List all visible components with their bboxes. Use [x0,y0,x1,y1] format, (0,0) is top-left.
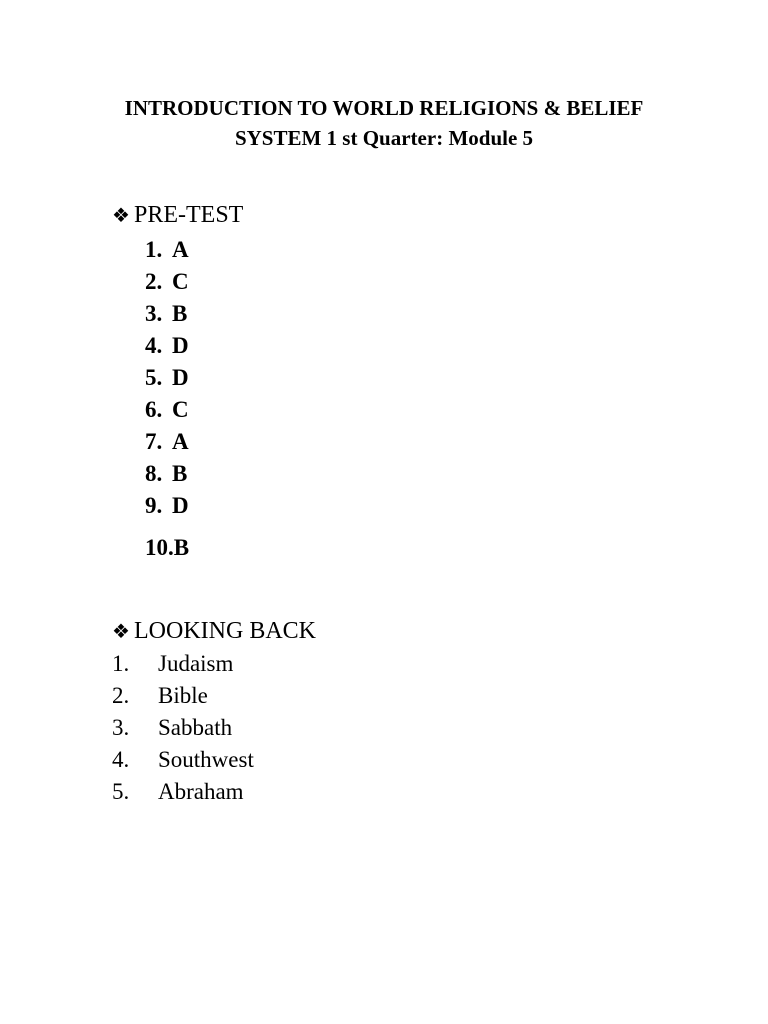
item-text: Judaism [158,651,234,676]
answer-number: 8. [145,461,163,486]
item-number: 5. [112,779,130,804]
diamond-bullet-icon: ❖ [112,621,130,643]
item-text: Southwest [158,747,254,772]
item-text: Bible [158,683,208,708]
answer-number: 6. [145,397,163,422]
answer-number: 7. [145,429,163,454]
answer-letter: C [172,397,189,422]
answer-item [145,266,189,298]
answer-letter: A [172,237,189,262]
item-number: 4. [112,747,130,772]
answer-number: 4. [145,333,163,358]
answer-letter: B [173,535,190,560]
item-text: Sabbath [158,715,233,740]
answer-number: 2. [145,269,163,294]
item-number: 3. [112,715,130,740]
looking-back-heading-label: LOOKING BACK [134,618,316,644]
answer-letter: D [172,365,189,390]
answer-letter: D [172,333,189,358]
document-title-line-2: SYSTEM 1 st Quarter: Module 5 [234,126,534,150]
looking-back-list [112,648,254,808]
answer-letter: B [172,301,188,326]
answer-number: 3. [145,301,163,326]
answer-letter: D [172,493,189,518]
looking-back-item [112,776,254,808]
item-number: 2. [112,683,130,708]
answer-item [145,234,189,266]
pretest-heading [112,200,243,231]
looking-back-item [112,744,254,776]
answer-item [145,426,189,458]
document-title-line-1: INTRODUCTION TO WORLD RELIGIONS & BELIEF [124,96,644,120]
answer-number: 5. [145,365,163,390]
answer-letter: B [172,461,188,486]
answer-number: 9. [145,493,163,518]
answer-letter: A [172,429,189,454]
looking-back-item [112,712,254,744]
answer-item [145,362,189,394]
item-text: Abraham [158,779,244,804]
answer-item [145,330,189,362]
answer-item [145,298,189,330]
looking-back-item [112,680,254,712]
answer-number: 1. [145,237,163,262]
answer-item [145,394,189,426]
answer-item [145,490,189,522]
looking-back-item [112,648,254,680]
diamond-bullet-icon: ❖ [112,205,130,227]
item-number: 1. [112,651,130,676]
pretest-heading-label: PRE-TEST [134,202,244,228]
answer-item [145,458,189,490]
answer-letter: C [172,269,189,294]
answer-item [145,532,189,564]
answer-number: 10. [145,535,174,560]
looking-back-heading [112,616,316,647]
pretest-answer-list [145,234,189,564]
